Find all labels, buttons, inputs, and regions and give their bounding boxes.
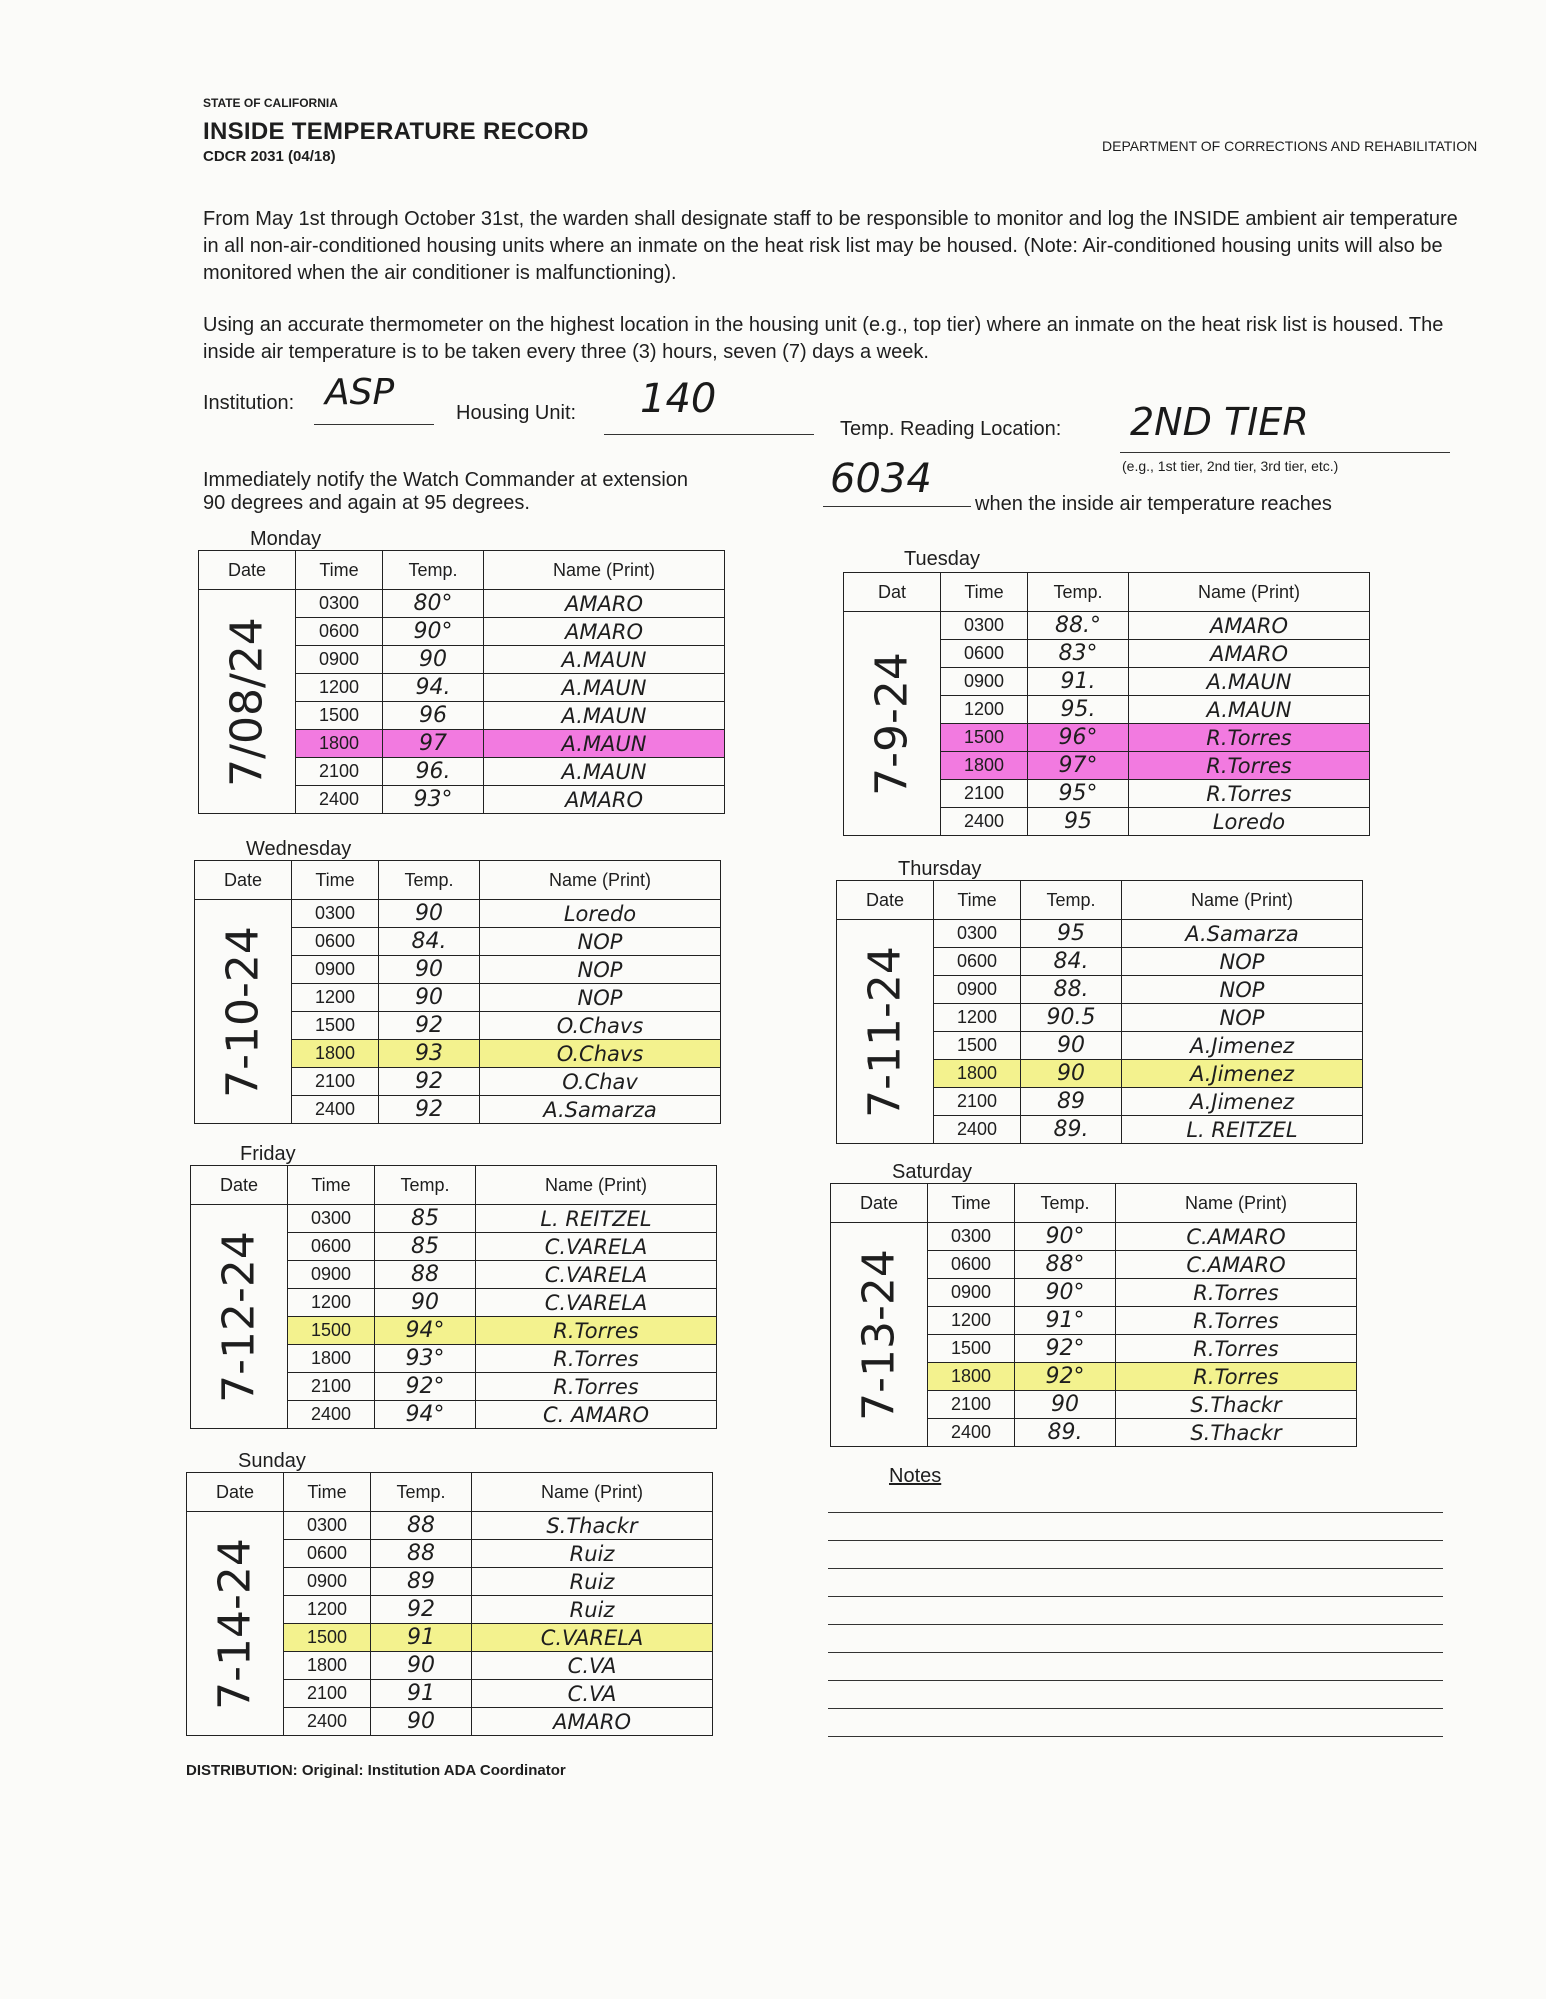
time-header: Time	[934, 881, 1021, 920]
time-cell: 2400	[934, 1116, 1021, 1144]
institution-label: Institution:	[203, 392, 295, 414]
name-cell[interactable]: S.Thackr	[1116, 1391, 1357, 1419]
time-cell: 0600	[284, 1540, 371, 1568]
name-cell[interactable]: C.VA	[472, 1652, 713, 1680]
temp-header: Temp.	[1015, 1184, 1116, 1223]
time-cell: 1500	[941, 724, 1028, 752]
form-number: CDCR 2031 (04/18)	[203, 148, 336, 165]
time-cell: 0300	[928, 1223, 1015, 1251]
day-label-monday: Monday	[250, 528, 322, 550]
day-label-saturday: Saturday	[892, 1161, 973, 1183]
time-cell: 0900	[941, 668, 1028, 696]
temp-cell[interactable]: 93°	[383, 786, 484, 814]
name-cell[interactable]: R.Torres	[476, 1345, 717, 1373]
name-cell[interactable]: Ruiz	[472, 1596, 713, 1624]
time-cell: 0600	[296, 618, 383, 646]
temp-cell[interactable]: 90°	[1015, 1223, 1116, 1251]
date-header: Date	[191, 1166, 288, 1205]
temp-cell[interactable]: 89.	[1021, 1116, 1122, 1144]
name-cell[interactable]: Loredo	[1129, 808, 1370, 836]
time-cell: 0900	[284, 1568, 371, 1596]
state-label: STATE OF CALIFORNIA	[203, 96, 338, 110]
saturday-table	[830, 1183, 1357, 1447]
time-cell: 2400	[941, 808, 1028, 836]
date-value: 7-9-24	[866, 651, 918, 796]
time-cell: 0300	[296, 590, 383, 618]
notes-line[interactable]	[828, 1568, 1443, 1569]
name-cell[interactable]: A.Jimenez	[1122, 1032, 1363, 1060]
housing-label: Housing Unit:	[456, 402, 577, 424]
name-cell[interactable]: S.Thackr	[472, 1512, 713, 1540]
time-cell: 2100	[296, 758, 383, 786]
name-cell[interactable]: L. REITZEL	[1122, 1116, 1363, 1144]
day-label-tuesday: Tuesday	[904, 548, 980, 570]
notify-line2: 90 degrees and again at 95 degrees.	[203, 492, 530, 514]
temp-cell[interactable]: 92°	[1015, 1335, 1116, 1363]
date-value: 7-14-24	[209, 1537, 261, 1710]
department-label: DEPARTMENT OF CORRECTIONS AND REHABILITATION	[1102, 138, 1478, 154]
name-header: Name (Print)	[476, 1166, 717, 1205]
name-cell[interactable]: A.Jimenez	[1122, 1060, 1363, 1088]
time-cell: 2100	[934, 1088, 1021, 1116]
name-header: Name (Print)	[480, 861, 721, 900]
name-cell[interactable]: A.MAUN	[1129, 668, 1370, 696]
name-cell[interactable]: A.MAUN	[484, 702, 725, 730]
name-cell[interactable]: A.Samarza	[1122, 920, 1363, 948]
name-cell[interactable]: C.VARELA	[476, 1261, 717, 1289]
day-label-wednesday: Wednesday	[246, 838, 352, 860]
temp-cell[interactable]: 94.	[383, 674, 484, 702]
temp-cell[interactable]: 93	[379, 1040, 480, 1068]
temp-cell[interactable]: 80°	[383, 590, 484, 618]
temp-cell[interactable]: 90	[1021, 1060, 1122, 1088]
time-cell: 2100	[292, 1068, 379, 1096]
temp-cell[interactable]: 92°	[1015, 1363, 1116, 1391]
time-cell: 2400	[284, 1708, 371, 1736]
time-cell: 2100	[288, 1373, 375, 1401]
notes-line[interactable]	[828, 1736, 1443, 1737]
thursday-table	[836, 880, 1363, 1144]
notify-text: Immediately notify the Watch Commander at extension	[203, 469, 689, 491]
temp-cell[interactable]: 97°	[1028, 752, 1129, 780]
name-cell[interactable]: A.MAUN	[484, 646, 725, 674]
form-title: INSIDE TEMPERATURE RECORD	[203, 118, 589, 145]
time-cell: 0900	[296, 646, 383, 674]
header-row	[187, 1473, 713, 1512]
date-header: Date	[187, 1473, 284, 1512]
name-cell[interactable]: Ruiz	[472, 1540, 713, 1568]
temp-header: Temp.	[1028, 573, 1129, 612]
temp-cell[interactable]: 90	[371, 1652, 472, 1680]
time-cell: 0900	[934, 976, 1021, 1004]
temp-cell[interactable]: 90	[379, 956, 480, 984]
time-cell: 1800	[934, 1060, 1021, 1088]
temp-cell[interactable]: 92°	[375, 1373, 476, 1401]
name-cell[interactable]: C.AMARO	[1116, 1251, 1357, 1279]
time-cell: 1800	[296, 730, 383, 758]
temp-cell[interactable]: 88.	[1021, 976, 1122, 1004]
temp-cell[interactable]: 94°	[375, 1317, 476, 1345]
temp-cell[interactable]: 92	[379, 1096, 480, 1124]
name-cell[interactable]: A.MAUN	[484, 674, 725, 702]
name-cell[interactable]: R.Torres	[1129, 752, 1370, 780]
time-cell: 1200	[284, 1596, 371, 1624]
wednesday-table	[194, 860, 721, 1124]
day-label-thursday: Thursday	[898, 858, 982, 880]
time-cell: 1500	[928, 1335, 1015, 1363]
table-row	[195, 900, 721, 928]
temp-cell[interactable]: 94°	[375, 1401, 476, 1429]
time-cell: 0900	[288, 1261, 375, 1289]
date-value: 7-12-24	[213, 1230, 265, 1403]
name-header: Name (Print)	[484, 551, 725, 590]
time-cell: 0600	[292, 928, 379, 956]
notes-line[interactable]	[828, 1624, 1443, 1625]
time-cell: 2400	[296, 786, 383, 814]
name-header: Name (Print)	[472, 1473, 713, 1512]
temp-cell[interactable]: 97	[383, 730, 484, 758]
housing-value[interactable]: 140	[640, 376, 717, 422]
date-cell[interactable]	[844, 612, 941, 836]
name-cell[interactable]: A.MAUN	[1129, 696, 1370, 724]
time-cell: 0600	[941, 640, 1028, 668]
time-cell: 0600	[928, 1251, 1015, 1279]
time-cell: 1200	[288, 1289, 375, 1317]
temp-cell[interactable]: 90	[1021, 1032, 1122, 1060]
temp-cell[interactable]: 85	[375, 1233, 476, 1261]
time-cell: 0300	[934, 920, 1021, 948]
date-cell[interactable]	[837, 920, 934, 1144]
temp-header: Temp.	[379, 861, 480, 900]
notes-line[interactable]	[828, 1512, 1443, 1513]
temp-cell[interactable]: 95°	[1028, 780, 1129, 808]
temp-cell[interactable]: 96°	[1028, 724, 1129, 752]
time-cell: 0900	[928, 1279, 1015, 1307]
location-hint: (e.g., 1st tier, 2nd tier, 3rd tier, etc.)	[1122, 458, 1339, 474]
table-row	[187, 1512, 713, 1540]
table-row	[191, 1205, 717, 1233]
temp-cell[interactable]: 89.	[1015, 1419, 1116, 1447]
date-value: 7/08/24	[221, 616, 273, 787]
temp-cell[interactable]: 91	[371, 1680, 472, 1708]
time-header: Time	[941, 573, 1028, 612]
time-cell: 1800	[288, 1345, 375, 1373]
name-cell[interactable]: R.Torres	[1129, 724, 1370, 752]
friday-table	[190, 1165, 717, 1429]
notify-end-text: when the inside air temperature reaches	[975, 493, 1332, 515]
temp-cell[interactable]: 96	[383, 702, 484, 730]
table-row	[831, 1223, 1357, 1251]
temp-cell[interactable]: 95	[1021, 920, 1122, 948]
name-cell[interactable]: R.Torres	[1116, 1363, 1357, 1391]
temp-cell[interactable]: 90	[379, 900, 480, 928]
header-row	[191, 1166, 717, 1205]
name-cell[interactable]: NOP	[1122, 976, 1363, 1004]
temp-cell[interactable]: 90.5	[1021, 1004, 1122, 1032]
time-cell: 1500	[292, 1012, 379, 1040]
name-cell[interactable]: A.Samarza	[480, 1096, 721, 1124]
time-header: Time	[288, 1166, 375, 1205]
temp-cell[interactable]: 90	[383, 646, 484, 674]
temp-cell[interactable]: 91°	[1015, 1307, 1116, 1335]
name-cell[interactable]: NOP	[1122, 1004, 1363, 1032]
sunday-table	[186, 1472, 713, 1736]
temp-cell[interactable]: 90°	[1015, 1279, 1116, 1307]
table-row	[844, 612, 1370, 640]
monday-table	[198, 550, 725, 814]
notes-line[interactable]	[828, 1708, 1443, 1709]
name-cell[interactable]: C.VARELA	[472, 1624, 713, 1652]
time-cell: 1800	[928, 1363, 1015, 1391]
time-cell: 1800	[284, 1652, 371, 1680]
distribution-line: DISTRIBUTION: Original: Institution ADA Coordinator	[186, 1762, 566, 1779]
table-row	[837, 920, 1363, 948]
time-cell: 1200	[934, 1004, 1021, 1032]
time-cell: 1800	[292, 1040, 379, 1068]
time-cell: 1500	[934, 1032, 1021, 1060]
notes-line[interactable]	[828, 1680, 1443, 1681]
time-cell: 1500	[288, 1317, 375, 1345]
name-cell[interactable]: NOP	[480, 956, 721, 984]
date-header: Dat	[844, 573, 941, 612]
temp-header: Temp.	[371, 1473, 472, 1512]
name-cell[interactable]: C.AMARO	[1116, 1223, 1357, 1251]
header-row	[195, 861, 721, 900]
name-cell[interactable]: C.VARELA	[476, 1233, 717, 1261]
date-header: Date	[195, 861, 292, 900]
temp-cell[interactable]: 88.°	[1028, 612, 1129, 640]
name-header: Name (Print)	[1122, 881, 1363, 920]
date-cell[interactable]	[199, 590, 296, 814]
temp-cell[interactable]: 91	[371, 1624, 472, 1652]
date-cell[interactable]	[195, 900, 292, 1124]
time-cell: 0900	[292, 956, 379, 984]
header-row	[837, 881, 1363, 920]
instructions-paragraph-1: From May 1st through October 31st, the warden shall designate staff to be responsible to monitor and log the INSIDE ambient air temperature in all non-air-conditioned housing units where an inmate on the heat risk list may be housed. (Note: Air-conditioned housing units will also be monitored when the air conditioner is malfunctioning).	[203, 208, 1458, 284]
header-row	[199, 551, 725, 590]
name-cell[interactable]: Ruiz	[472, 1568, 713, 1596]
name-cell[interactable]: NOP	[1122, 948, 1363, 976]
temp-cell[interactable]: 91.	[1028, 668, 1129, 696]
time-cell: 1800	[941, 752, 1028, 780]
name-cell[interactable]: R.Torres	[1116, 1307, 1357, 1335]
notes-label: Notes	[889, 1465, 942, 1487]
name-cell[interactable]: C.VA	[472, 1680, 713, 1708]
time-cell: 0300	[292, 900, 379, 928]
temp-cell[interactable]: 88	[375, 1261, 476, 1289]
temp-header: Temp.	[1021, 881, 1122, 920]
name-cell[interactable]: R.Torres	[1129, 780, 1370, 808]
time-header: Time	[928, 1184, 1015, 1223]
temp-cell[interactable]: 90	[1015, 1391, 1116, 1419]
time-cell: 1200	[296, 674, 383, 702]
time-header: Time	[284, 1473, 371, 1512]
name-cell[interactable]: R.Torres	[476, 1373, 717, 1401]
name-cell[interactable]: Loredo	[480, 900, 721, 928]
time-header: Time	[296, 551, 383, 590]
name-cell[interactable]: O.Chavs	[480, 1012, 721, 1040]
name-cell[interactable]: AMARO	[1129, 640, 1370, 668]
temp-cell[interactable]: 88	[371, 1512, 472, 1540]
name-cell[interactable]: R.Torres	[476, 1317, 717, 1345]
name-cell[interactable]: A.Jimenez	[1122, 1088, 1363, 1116]
name-header: Name (Print)	[1129, 573, 1370, 612]
name-cell[interactable]: O.Chav	[480, 1068, 721, 1096]
temp-cell[interactable]: 96.	[383, 758, 484, 786]
time-cell: 2400	[292, 1096, 379, 1124]
date-header: Date	[837, 881, 934, 920]
time-cell: 2100	[941, 780, 1028, 808]
temp-cell[interactable]: 90°	[383, 618, 484, 646]
name-cell[interactable]: R.Torres	[1116, 1335, 1357, 1363]
temp-cell[interactable]: 95	[1028, 808, 1129, 836]
temp-header: Temp.	[375, 1166, 476, 1205]
name-cell[interactable]: AMARO	[484, 590, 725, 618]
tuesday-table	[843, 572, 1370, 836]
extension-value[interactable]: 6034	[830, 456, 932, 502]
name-cell[interactable]: L. REITZEL	[476, 1205, 717, 1233]
temp-cell[interactable]: 88°	[1015, 1251, 1116, 1279]
temp-cell[interactable]: 92	[371, 1596, 472, 1624]
day-label-friday: Friday	[240, 1143, 296, 1165]
name-cell[interactable]: AMARO	[484, 618, 725, 646]
time-cell: 1200	[941, 696, 1028, 724]
name-cell[interactable]: NOP	[480, 984, 721, 1012]
time-cell: 1200	[928, 1307, 1015, 1335]
time-cell: 2100	[928, 1391, 1015, 1419]
date-value: 7-10-24	[217, 925, 269, 1098]
time-header: Time	[292, 861, 379, 900]
instructions-paragraph-2: Using an accurate thermometer on the highest location in the housing unit (e.g., top tier) where an inmate on the heat risk list is housed. The inside air temperature is to be taken every three (3) hours, seven (7) days a week.	[203, 314, 1444, 363]
name-cell[interactable]: A.MAUN	[484, 758, 725, 786]
temp-cell[interactable]: 90	[379, 984, 480, 1012]
temp-cell[interactable]: 85	[375, 1205, 476, 1233]
time-cell: 2400	[928, 1419, 1015, 1447]
notes-line[interactable]	[828, 1540, 1443, 1541]
date-header: Date	[199, 551, 296, 590]
temp-header: Temp.	[383, 551, 484, 590]
name-cell[interactable]: R.Torres	[1116, 1279, 1357, 1307]
date-value: 7-11-24	[859, 945, 911, 1118]
temp-cell[interactable]: 88	[371, 1540, 472, 1568]
notes-line[interactable]	[828, 1596, 1443, 1597]
institution-value[interactable]: ASP	[325, 372, 395, 413]
date-header: Date	[831, 1184, 928, 1223]
day-label-sunday: Sunday	[238, 1450, 306, 1472]
time-cell: 1200	[292, 984, 379, 1012]
temp-cell[interactable]: 92	[379, 1068, 480, 1096]
temp-cell[interactable]: 89	[1021, 1088, 1122, 1116]
name-cell[interactable]: AMARO	[1129, 612, 1370, 640]
name-cell[interactable]: S.Thackr	[1116, 1419, 1357, 1447]
temp-cell[interactable]: 84.	[379, 928, 480, 956]
date-cell[interactable]	[187, 1512, 284, 1736]
temp-cell[interactable]: 90	[371, 1708, 472, 1736]
name-cell[interactable]: O.Chavs	[480, 1040, 721, 1068]
date-cell[interactable]	[831, 1223, 928, 1447]
temp-cell[interactable]: 93°	[375, 1345, 476, 1373]
temp-cell[interactable]: 89	[371, 1568, 472, 1596]
location-value[interactable]: 2ND TIER	[1130, 400, 1309, 444]
time-cell: 0300	[288, 1205, 375, 1233]
header-row	[844, 573, 1370, 612]
name-cell[interactable]: C.VARELA	[476, 1289, 717, 1317]
time-cell: 0600	[934, 948, 1021, 976]
name-cell[interactable]: A.MAUN	[484, 730, 725, 758]
name-cell[interactable]: AMARO	[484, 786, 725, 814]
date-value: 7-13-24	[853, 1248, 905, 1421]
time-cell: 0300	[941, 612, 1028, 640]
notes-line[interactable]	[828, 1652, 1443, 1653]
name-cell[interactable]: NOP	[480, 928, 721, 956]
location-label: Temp. Reading Location:	[840, 418, 1062, 440]
temp-cell[interactable]: 83°	[1028, 640, 1129, 668]
name-cell[interactable]: AMARO	[472, 1708, 713, 1736]
name-cell[interactable]: C. AMARO	[476, 1401, 717, 1429]
time-cell: 0300	[284, 1512, 371, 1540]
time-cell: 1500	[296, 702, 383, 730]
time-cell: 2400	[288, 1401, 375, 1429]
temp-cell[interactable]: 84.	[1021, 948, 1122, 976]
time-cell: 2100	[284, 1680, 371, 1708]
time-cell: 1500	[284, 1624, 371, 1652]
name-header: Name (Print)	[1116, 1184, 1357, 1223]
temp-cell[interactable]: 92	[379, 1012, 480, 1040]
table-row	[199, 590, 725, 618]
time-cell: 0600	[288, 1233, 375, 1261]
date-cell[interactable]	[191, 1205, 288, 1429]
temp-cell[interactable]: 95.	[1028, 696, 1129, 724]
header-row	[831, 1184, 1357, 1223]
temp-cell[interactable]: 90	[375, 1289, 476, 1317]
